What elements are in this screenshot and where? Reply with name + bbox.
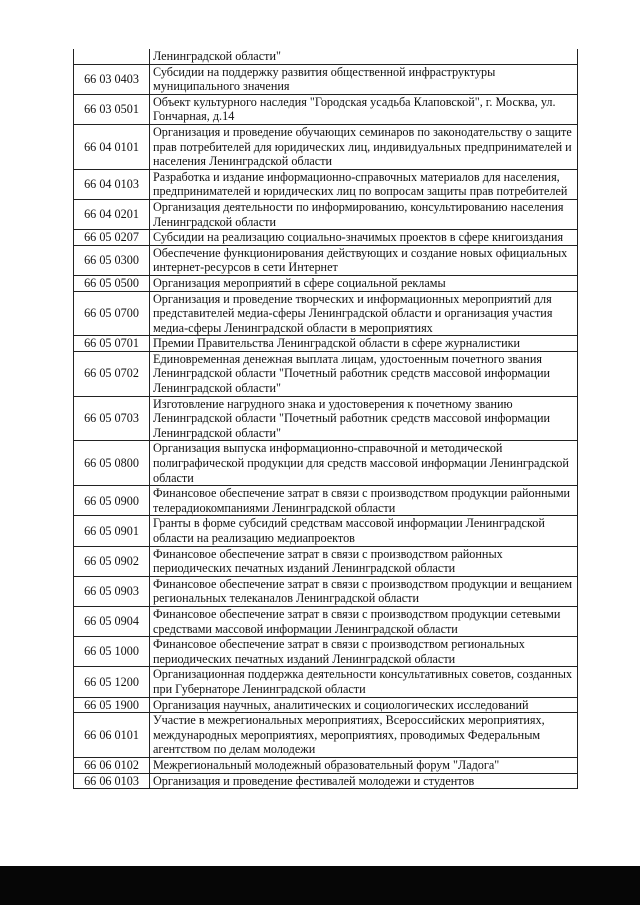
- table-row: [74, 275, 578, 291]
- row-description: Организация и проведение обучающих семинаров по законодательству о защите прав потребителей для юридических лиц, индивидуальных предпринимателей и населения Ленинградской области: [150, 124, 578, 169]
- table-row: [74, 245, 578, 275]
- row-description: Обеспечение функционирования действующих и создание новых официальных интернет-ресурсов в сети Интернет: [150, 245, 578, 275]
- row-description: Гранты в форме субсидий средствам массовой информации Ленинградской области на реализацию медиапроектов: [150, 516, 578, 546]
- row-code: 66 05 1900: [74, 697, 150, 713]
- table-row: [74, 713, 578, 758]
- table-row: [74, 396, 578, 441]
- table-row: [74, 773, 578, 789]
- table-row: [74, 124, 578, 169]
- row-code: 66 05 0903: [74, 576, 150, 606]
- row-code: 66 05 0900: [74, 486, 150, 516]
- table-row: [74, 576, 578, 606]
- row-code: 66 05 1200: [74, 667, 150, 697]
- row-code: 66 05 0500: [74, 275, 150, 291]
- row-code: 66 05 0800: [74, 441, 150, 486]
- table-row: [74, 486, 578, 516]
- row-code: 66 03 0501: [74, 94, 150, 124]
- row-description: Премии Правительства Ленинградской области в сфере журналистики: [150, 336, 578, 352]
- row-code: 66 05 0902: [74, 546, 150, 576]
- row-description: Единовременная денежная выплата лицам, удостоенным почетного звания Ленинградской области "Почетный работник средств массовой информации Ленинградской области": [150, 351, 578, 396]
- table-row: [74, 516, 578, 546]
- table-row: [74, 291, 578, 336]
- table-row: [74, 94, 578, 124]
- row-code: 66 06 0102: [74, 757, 150, 773]
- row-description: Разработка и издание информационно-справочных материалов для населения, предпринимателей и юридических лиц по вопросам защиты прав потребителей: [150, 169, 578, 199]
- row-description: Финансовое обеспечение затрат в связи с производством районных периодических печатных изданий Ленинградской области: [150, 546, 578, 576]
- row-code: 66 05 0901: [74, 516, 150, 546]
- row-description: Организация мероприятий в сфере социальной рекламы: [150, 275, 578, 291]
- row-code: 66 05 0701: [74, 336, 150, 352]
- table-row: [74, 757, 578, 773]
- table-row: [74, 351, 578, 396]
- row-description: Субсидии на поддержку развития общественной инфраструктуры муниципального значения: [150, 64, 578, 94]
- row-description: Организация и проведение творческих и информационных мероприятий для представителей медиа-сферы Ленинградской области и организация участия медиа-сферы Ленинградской области в мероприятиях: [150, 291, 578, 336]
- budget-codes-table: [73, 49, 578, 789]
- row-description: Субсидии на реализацию социально-значимых проектов в сфере книгоиздания: [150, 230, 578, 246]
- row-description: Организационная поддержка деятельности консультативных советов, созданных при Губернаторе Ленинградской области: [150, 667, 578, 697]
- row-description: Изготовление нагрудного знака и удостоверения к почетному званию Ленинградской области "Почетный работник средств массовой информации Ленинградской области": [150, 396, 578, 441]
- row-description: Организация деятельности по информированию, консультированию населения Ленинградской области: [150, 199, 578, 229]
- row-description: Организация научных, аналитических и социологических исследований: [150, 697, 578, 713]
- row-code: 66 06 0103: [74, 773, 150, 789]
- table-row: [74, 336, 578, 352]
- row-code: 66 04 0103: [74, 169, 150, 199]
- table-row: [74, 230, 578, 246]
- row-description: Финансовое обеспечение затрат в связи с производством региональных периодических печатных изданий Ленинградской области: [150, 637, 578, 667]
- row-description: Финансовое обеспечение затрат в связи с производством продукции сетевыми средствами массовой информации Ленинградской области: [150, 606, 578, 636]
- row-code: 66 05 0700: [74, 291, 150, 336]
- table-row: [74, 606, 578, 636]
- row-description: Объект культурного наследия "Городская усадьба Клаповской", г. Москва, ул. Гончарная, д.14: [150, 94, 578, 124]
- row-code: 66 03 0403: [74, 64, 150, 94]
- row-description: Организация выпуска информационно-справочной и методической полиграфической продукции для средств массовой информации Ленинградской области: [150, 441, 578, 486]
- table-row: [74, 546, 578, 576]
- row-code: 66 04 0101: [74, 124, 150, 169]
- table-body: [74, 49, 578, 789]
- row-code: 66 05 0300: [74, 245, 150, 275]
- row-code: [74, 49, 150, 64]
- row-description: Финансовое обеспечение затрат в связи с производством продукции и вещанием региональных телеканалов Ленинградской области: [150, 576, 578, 606]
- table-row: [74, 169, 578, 199]
- row-code: 66 05 1000: [74, 637, 150, 667]
- row-code: 66 05 0207: [74, 230, 150, 246]
- table-row: [74, 637, 578, 667]
- row-code: 66 05 0703: [74, 396, 150, 441]
- row-code: 66 06 0101: [74, 713, 150, 758]
- row-code: 66 05 0904: [74, 606, 150, 636]
- table-row: [74, 49, 578, 64]
- row-code: 66 05 0702: [74, 351, 150, 396]
- row-description: Участие в межрегиональных мероприятиях, Всероссийских мероприятиях, международных мероприятиях, мероприятиях, проводимых Федеральным агентством по делам молодежи: [150, 713, 578, 758]
- row-description: Организация и проведение фестивалей молодежи и студентов: [150, 773, 578, 789]
- row-description: Финансовое обеспечение затрат в связи с производством продукции районными телерадиокомпаниями Ленинградской области: [150, 486, 578, 516]
- table-row: [74, 667, 578, 697]
- table-row: [74, 697, 578, 713]
- row-description: Ленинградской области": [150, 49, 578, 64]
- table-row: [74, 199, 578, 229]
- table-row: [74, 64, 578, 94]
- row-description: Межрегиональный молодежный образовательный форум "Ладога": [150, 757, 578, 773]
- table-row: [74, 441, 578, 486]
- scan-bottom-border: [0, 866, 640, 905]
- row-code: 66 04 0201: [74, 199, 150, 229]
